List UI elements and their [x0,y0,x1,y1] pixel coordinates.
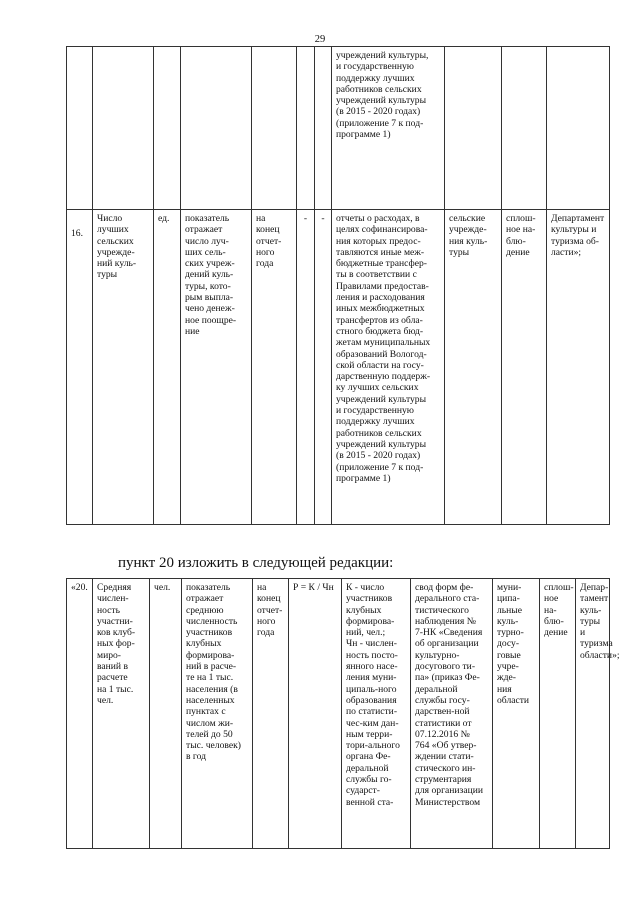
cell-method: сплош- ное на- блю- дение [502,210,547,525]
cell-object: муни- ципа- льные куль- турно- досу- говые учре- жде- ния области [493,579,540,849]
cell-responsible: Депар- тамент куль- туры и туризма области»; [576,579,610,849]
table-row-continuation [67,47,610,210]
cell-dash-2: - [315,210,332,525]
cell-period: на конец отчет- ного года [253,579,289,849]
cell-definition: показатель отражает среднюю численность участников клубных формирова- ний в расче- те на 1 тыс. населения (в населенных пунктах с числом жи- телей до 50 тыс. человек) в год [182,579,253,849]
cell-unit: чел. [150,579,182,849]
cell-source: отчеты о расходах, в целях софинансирова- ния которых предос- тавляются иные меж- бюджетные трансфер- ты в соответствии с Правилами предостав- ления и расходования иных межбюджетных трансфертов из обла- стного бюджета бюд- жетам муниципальных образований Вологод- ской области на госу- дарственную поддерж- ку лучших сельских учреждений культуры и государственную поддержку лучших работников сельских учреждений культуры (в 2015 - 2020 годах) (приложение 7 к под- программе 1) [332,210,445,525]
cell-object: сельские учрежде- ния куль- туры [445,210,502,525]
cell-num: «20. [67,579,93,849]
cell-name: Число лучших сельских учрежде- ний куль- туры [93,210,154,525]
indicator-table-bottom [66,578,620,849]
section-caption: пункт 20 изложить в следующей редакции: [118,555,394,571]
cell-num [67,47,93,210]
cell-unit: ед. [154,210,181,525]
indicator-table-top [66,46,610,525]
cell-variables: К - число участников клубных формирова- ний, чел.; Чн - числен- ность посто- янного насе- ления муни- ципаль-ного образования по статисти- чес-ким дан- ным терри- тори-ального органа Фе- деральной службы го- сударст- венной ста- [342,579,411,849]
cell-source-continuation: учреждений культуры, и государственную поддержку лучших работников сельских учреждений культуры (в 2015 - 2020 годах) (приложение 7 к под- программе 1) [332,47,445,210]
cell-definition: показатель отражает число луч- ших сель- ских учреж- дений куль- туры, кото- рым выпла- чено денеж- ное поощре- ние [181,210,252,525]
cell-source: свод форм фе- дерального ста- тистического наблюдения № 7-НК «Сведения об организации культурно- досугового ти- па» (приказ Фе- деральной службы госу- дарствен-ной статистики от 07.12.2016 № 764 «Об утвер- ждении стати- стического ин- струментария для организации Министерством [411,579,493,849]
cell-dash-1: - [297,210,315,525]
table-row-20 [67,579,610,849]
cell-responsible: Департамент культуры и туризма об- ласти»; [547,210,610,525]
page-number: 29 [314,34,326,45]
cell-name: Средняя числен- ность участни- ков клуб- ных фор- миро- ваний в расчете на 1 тыс. чел. [93,579,150,849]
cell-num: 16. [67,210,93,525]
cell-period: на конец отчет- ного года [252,210,297,525]
cell-method: сплош- ное на- блю- дение [540,579,576,849]
cell-formula: Р = К / Чн [289,579,342,849]
table-row-16 [67,210,610,525]
